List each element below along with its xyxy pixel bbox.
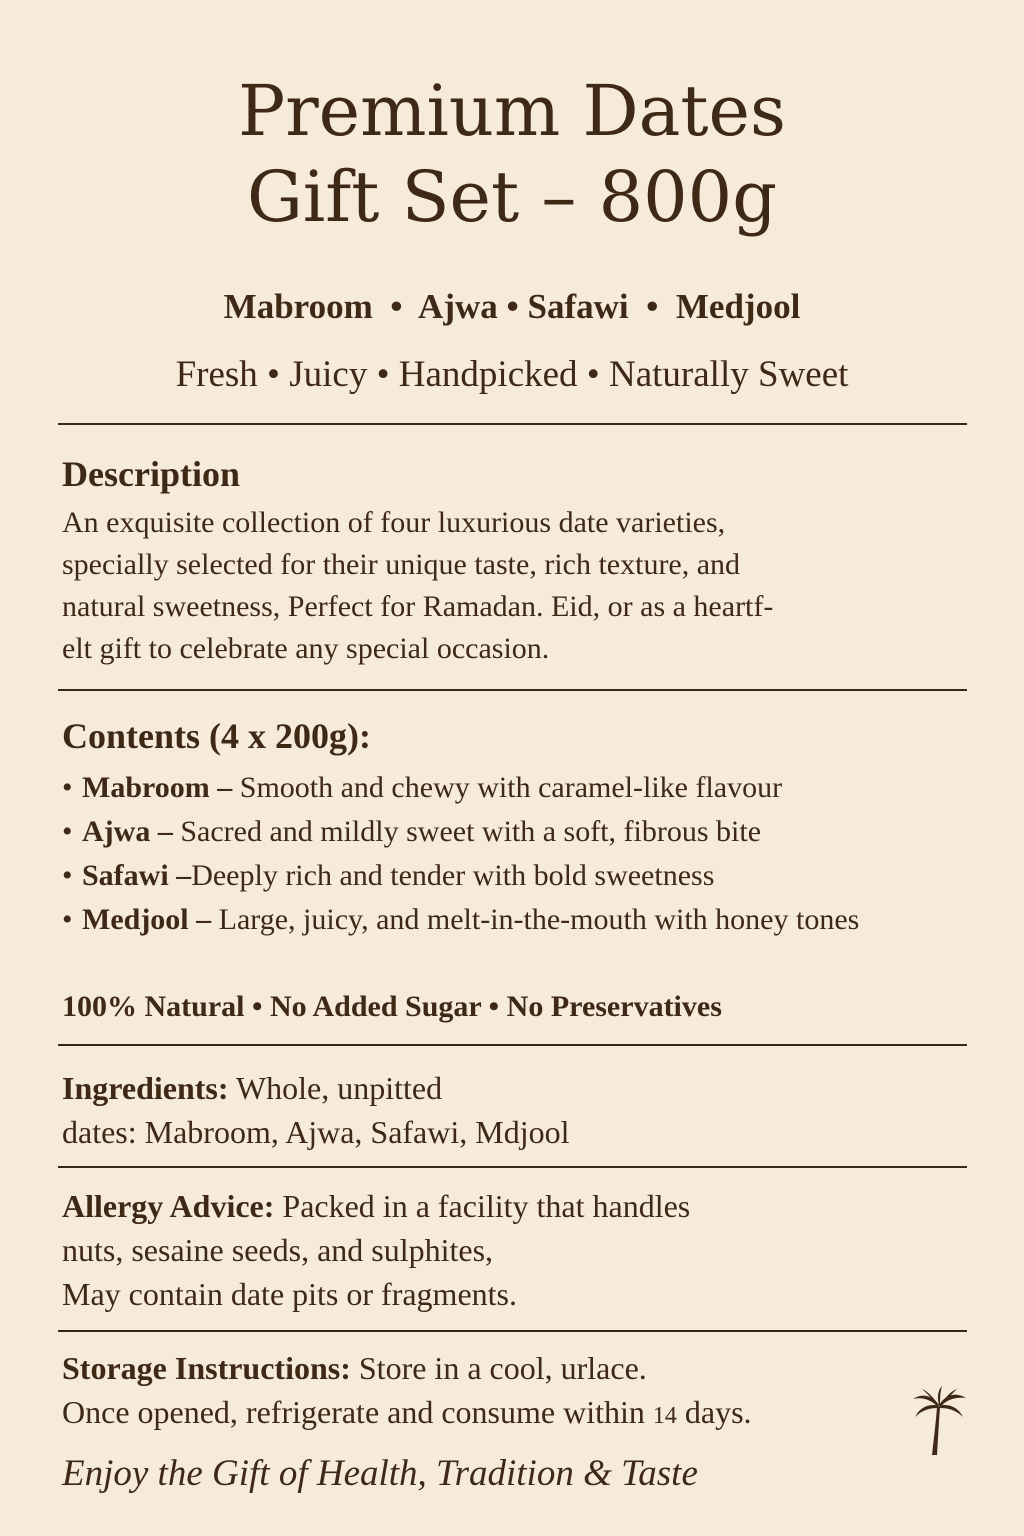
variety-name: Safawi –	[82, 859, 192, 892]
ingredients-section	[62, 1066, 972, 1154]
description-line: elt gift to celebrate any special occasion.	[62, 632, 550, 665]
allergy-line-2: nuts, sesaine seeds, and sulphites,	[62, 1232, 494, 1268]
description-heading: Description	[62, 454, 240, 494]
variety-description: Sacred and mildly sweet with a soft, fibrous bite	[172, 815, 762, 848]
storage-text-suffix: days.	[676, 1394, 752, 1430]
product-claims: 100% Natural • No Added Sugar • No Preservatives	[62, 990, 722, 1023]
product-title	[60, 68, 964, 240]
allergy-line-3: May contain date pits or fragments.	[62, 1276, 517, 1312]
bullet-icon: •	[62, 859, 73, 892]
storage-section	[62, 1346, 972, 1438]
variety-description: Deeply rich and tender with bold sweetness	[191, 859, 715, 892]
divider	[58, 1166, 967, 1168]
list-item	[62, 768, 962, 808]
ingredients-text: Whole, unpitted	[228, 1070, 443, 1106]
varieties-line: Mabroom • Ajwa • Safawi • Medjool	[223, 287, 801, 326]
title-line-2: Gift Set – 800g	[246, 156, 778, 238]
contents-heading: Contents (4 x 200g):	[62, 716, 371, 756]
variety-name: Mabroom –	[82, 771, 233, 804]
storage-days-number: 14	[652, 1403, 677, 1429]
list-item	[62, 812, 962, 852]
storage-line-1	[62, 1346, 972, 1390]
description-text	[62, 502, 972, 670]
list-item	[62, 900, 962, 940]
description-line: An exquisite collection of four luxurious date varieties,	[62, 506, 726, 539]
bullet-icon: •	[62, 771, 73, 804]
description-line: specially selected for their unique taste, rich texture, and	[62, 548, 741, 581]
storage-line-2	[62, 1390, 972, 1438]
variety-description: Large, juicy, and melt-in-the-mouth with honey tones	[211, 903, 860, 936]
bullet-icon: •	[62, 815, 73, 848]
divider	[58, 423, 967, 425]
storage-text-prefix: Once opened, refrigerate and consume within	[62, 1394, 653, 1430]
divider	[58, 1330, 967, 1332]
divider	[58, 689, 967, 691]
contents-list	[62, 768, 962, 944]
title-line-1: Premium Dates	[238, 70, 786, 152]
allergy-label: Allergy Advice:	[62, 1188, 275, 1224]
attributes-line: Fresh • Juicy • Handpicked • Naturally Sweet	[175, 354, 849, 395]
ingredients-line-1	[62, 1066, 972, 1110]
bullet-icon: •	[62, 903, 73, 936]
ingredients-line-2: dates: Mabroom, Ajwa, Safawi, Mdjool	[62, 1114, 570, 1150]
description-line: natural sweetness, Perfect for Ramadan. Eid, or as a heartf-	[62, 590, 774, 623]
storage-label: Storage Instructions:	[62, 1350, 351, 1386]
variety-description: Smooth and chewy with caramel-like flavour	[232, 771, 783, 804]
allergy-line-1	[62, 1184, 972, 1228]
divider	[58, 1044, 967, 1046]
allergy-text: Packed in a facility that handles	[274, 1188, 691, 1224]
list-item	[62, 856, 962, 896]
ingredients-label: Ingredients:	[62, 1070, 229, 1106]
allergy-section	[62, 1184, 972, 1316]
palm-tree-icon	[910, 1385, 968, 1457]
variety-name: Ajwa –	[82, 815, 173, 848]
variety-name: Medjool –	[82, 903, 212, 936]
storage-text: Store in a cool, urlace.	[350, 1350, 647, 1386]
tagline: Enjoy the Gift of Health, Tradition & Taste	[62, 1453, 698, 1494]
